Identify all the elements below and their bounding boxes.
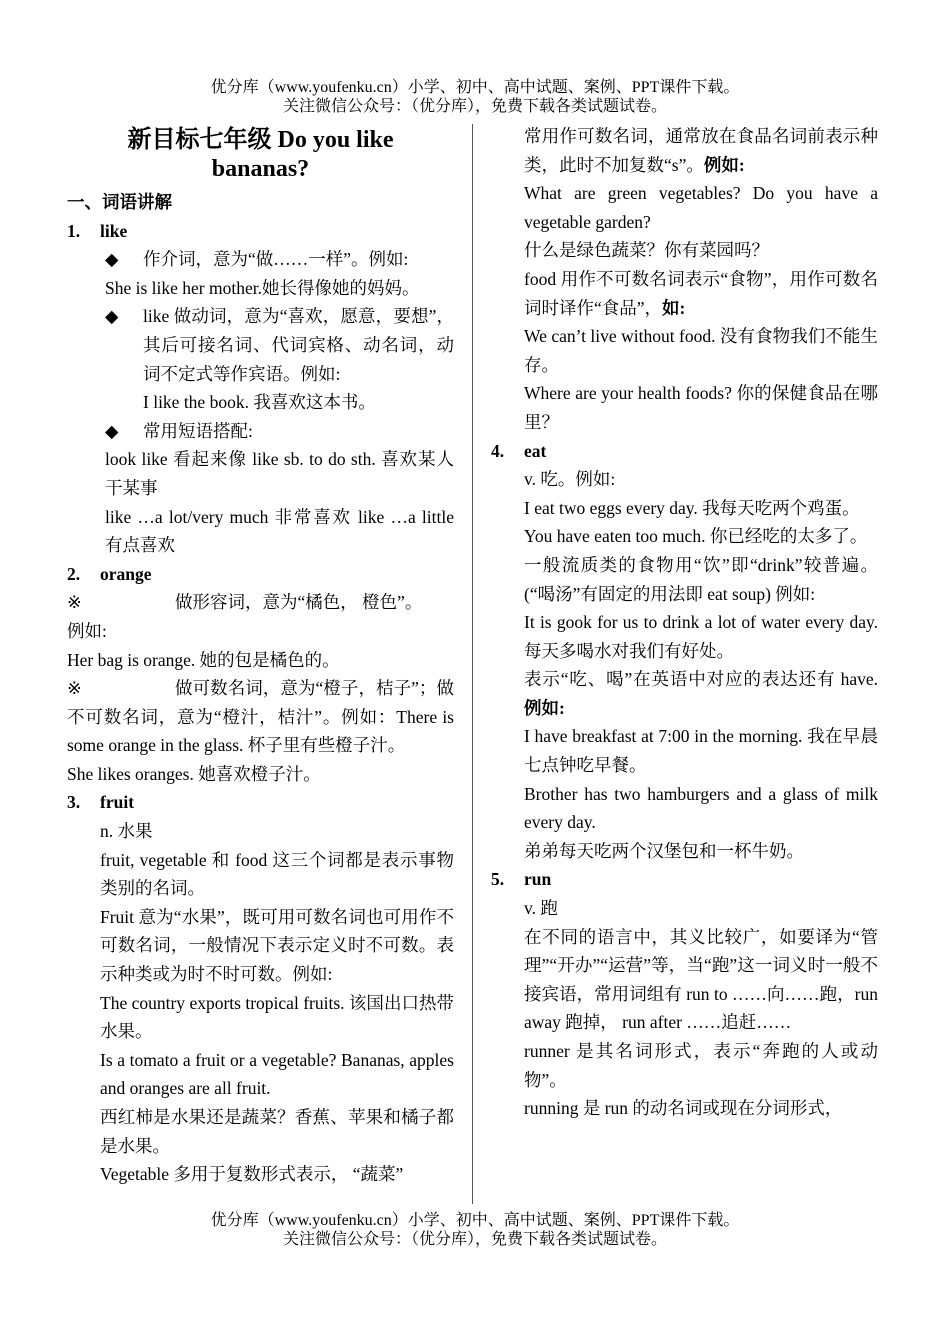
- example-line: She is like her mother.她长得像她的妈妈。: [105, 277, 420, 298]
- diamond-bullet-icon: ◆: [105, 306, 119, 327]
- item-word: fruit: [100, 792, 135, 813]
- bullet-item: [67, 245, 454, 274]
- example-label: 如:: [662, 297, 686, 318]
- page-header: [0, 78, 950, 116]
- item-heading-eat: [491, 437, 878, 466]
- example-line: We can’t live without food. 没有食物我们不能生存。: [524, 326, 878, 375]
- text-line: running 是 run 的动名词或现在分词形式，: [524, 1098, 843, 1119]
- footer-line-1: 优分库（www.youfenku.cn）小学、初中、高中试题、案例、PPT课件下载。: [210, 1212, 740, 1229]
- part-of-speech: v. 跑: [524, 898, 558, 919]
- right-column: [491, 122, 878, 1123]
- example-line: Brother has two hamburgers and a glass of milk every day.: [524, 783, 878, 833]
- fruit-body: [67, 817, 454, 1189]
- phrase-line: like …a lot/very much 非常喜欢 like …a little 有点喜欢: [105, 506, 454, 556]
- bullet-text: like 做动词，意为“喜欢，愿意，要想”，其后可接名词、代词宾格、动名词，动词不定式等作宾语。例如:: [143, 306, 454, 384]
- column-divider: [472, 124, 473, 1204]
- definition-line: [67, 588, 454, 617]
- part-of-speech: v. 吃。例如:: [524, 469, 616, 490]
- example-line: She likes oranges. 她喜欢橙子汁。: [67, 763, 321, 784]
- bullet-text: 常用短语搭配:: [143, 420, 253, 441]
- text-line: 一般流质类的食物用“饮”即“drink”较普遍。(“喝汤”有固定的用法即 eat soup) 例如:: [524, 554, 878, 604]
- text-line: Vegetable 多用于复数形式表示， “蔬菜”: [100, 1164, 404, 1185]
- definition-text: 做可数名词，意为“橙子，桔子”；做不可数名词，意为“橙汁，桔汁”。例如：There is some orange in the glass. 杯子里有些橙子汁。: [67, 678, 454, 756]
- bullet-item: [67, 302, 454, 388]
- item-heading-orange: [67, 560, 454, 589]
- item-number: 3.: [67, 792, 81, 813]
- text-span: food 用作不可数名词表示“食物”，用作可数名词时译作“食品”，: [524, 268, 878, 318]
- text-line: runner 是其名词形式，表示“奔跑的人或动物”。: [524, 1041, 878, 1090]
- text-line: Fruit 意为“水果”，既可用可数名词也可用作不可数名词，一般情况下表示定义时不可数。表示种类或为时不时可数。例如:: [100, 906, 454, 985]
- diamond-bullet-icon: ◆: [105, 249, 119, 270]
- item-word: eat: [524, 440, 547, 461]
- diamond-bullet-icon: ◆: [105, 420, 119, 441]
- left-column: [67, 122, 454, 1189]
- bullet-text: 作介词，意为“做……一样”。例如:: [143, 249, 409, 270]
- text-span: 表示“吃、喝”在英语中对应的表达还有 have.: [524, 669, 878, 690]
- example-line: Her bag is orange. 她的包是橘色的。: [67, 649, 340, 670]
- footer-line-2: 关注微信公众号：（优分库），免费下载各类试题试卷。: [282, 1231, 667, 1248]
- text-line: 常用作可数名词，通常放在食品名词前表示种类，此时不加复数“s”。例如:: [524, 126, 878, 175]
- title-line-2: bananas?: [211, 156, 310, 182]
- text-line: fruit, vegetable 和 food 这三个词都是表示事物类别的名词。: [100, 849, 454, 899]
- example-line: Is a tomato a fruit or a vegetable? Bananas, apples and oranges are all fruit.: [100, 1049, 454, 1099]
- item-number: 5.: [491, 869, 505, 890]
- text-line: 在不同的语言中，其义比较广，如要译为“管理”“开办”“运营”等，当“跑”这一词义时一般不接宾语，常用词组有 run to ……向……跑，run away 跑掉， run after ……追赶……: [524, 926, 878, 1033]
- part-of-speech: n. 水果: [100, 821, 153, 842]
- example-line: I have breakfast at 7:00 in the morning. 我在早晨七点钟吃早餐。: [524, 726, 878, 776]
- example-line: You have eaten too much. 你已经吃的太多了。: [524, 526, 868, 547]
- translation-line: 什么是绿色蔬菜？你有菜园吗？: [524, 240, 769, 261]
- reference-mark-icon: ※: [67, 592, 82, 613]
- page-footer: [0, 1211, 950, 1249]
- example-line: I eat two eggs every day. 我每天吃两个鸡蛋。: [524, 497, 860, 518]
- example-line: It is gook for us to drink a lot of water every day. 每天多喝水对我们有好处。: [524, 612, 878, 661]
- bullet-item: [67, 417, 454, 446]
- document-title: [67, 126, 454, 184]
- title-line-1: 新目标七年级 Do you like: [127, 127, 394, 153]
- translation-line: 弟弟每天吃两个汉堡包和一杯牛奶。: [524, 840, 804, 861]
- item-number: 2.: [67, 563, 81, 584]
- item-number: 1.: [67, 220, 81, 241]
- definition-line: [67, 674, 454, 760]
- example-label: 例如:: [703, 154, 745, 175]
- example-line: Where are your health foods? 你的保健食品在哪里？: [524, 383, 878, 432]
- item-heading-fruit: [67, 788, 454, 817]
- phrase-line: look like 看起来像 like sb. to do sth. 喜欢某人干某事: [105, 449, 454, 498]
- item-word: like: [100, 220, 128, 241]
- reference-mark-icon: ※: [67, 678, 82, 699]
- item-number: 4.: [491, 440, 505, 461]
- item-word: run: [524, 869, 552, 890]
- example-line: What are green vegetables? Do you have a vegetable garden?: [524, 183, 878, 232]
- definition-text: 做形容词，意为“橘色， 橙色”。: [175, 592, 423, 613]
- translation-line: 西红柿是水果还是蔬菜？香蕉、苹果和橘子都是水果。: [100, 1107, 454, 1156]
- item-heading-run: [491, 865, 878, 894]
- section-heading: 一、词语讲解: [67, 192, 172, 212]
- item-word: orange: [100, 563, 152, 584]
- text-line: [524, 265, 878, 322]
- example-line: The country exports tropical fruits. 该国出口热带水果。: [100, 992, 454, 1042]
- example-line: I like the book. 我喜欢这本书。: [143, 392, 376, 413]
- header-line-2: 关注微信公众号：（优分库），免费下载各类试题试卷。: [282, 98, 667, 115]
- definition-cont: 例如:: [67, 620, 107, 641]
- header-line-1: 优分库（www.youfenku.cn）小学、初中、高中试题、案例、PPT课件下载。: [210, 79, 740, 96]
- example-label: 例如:: [524, 697, 565, 718]
- item-heading-like: [67, 217, 454, 246]
- text-line: [524, 665, 878, 722]
